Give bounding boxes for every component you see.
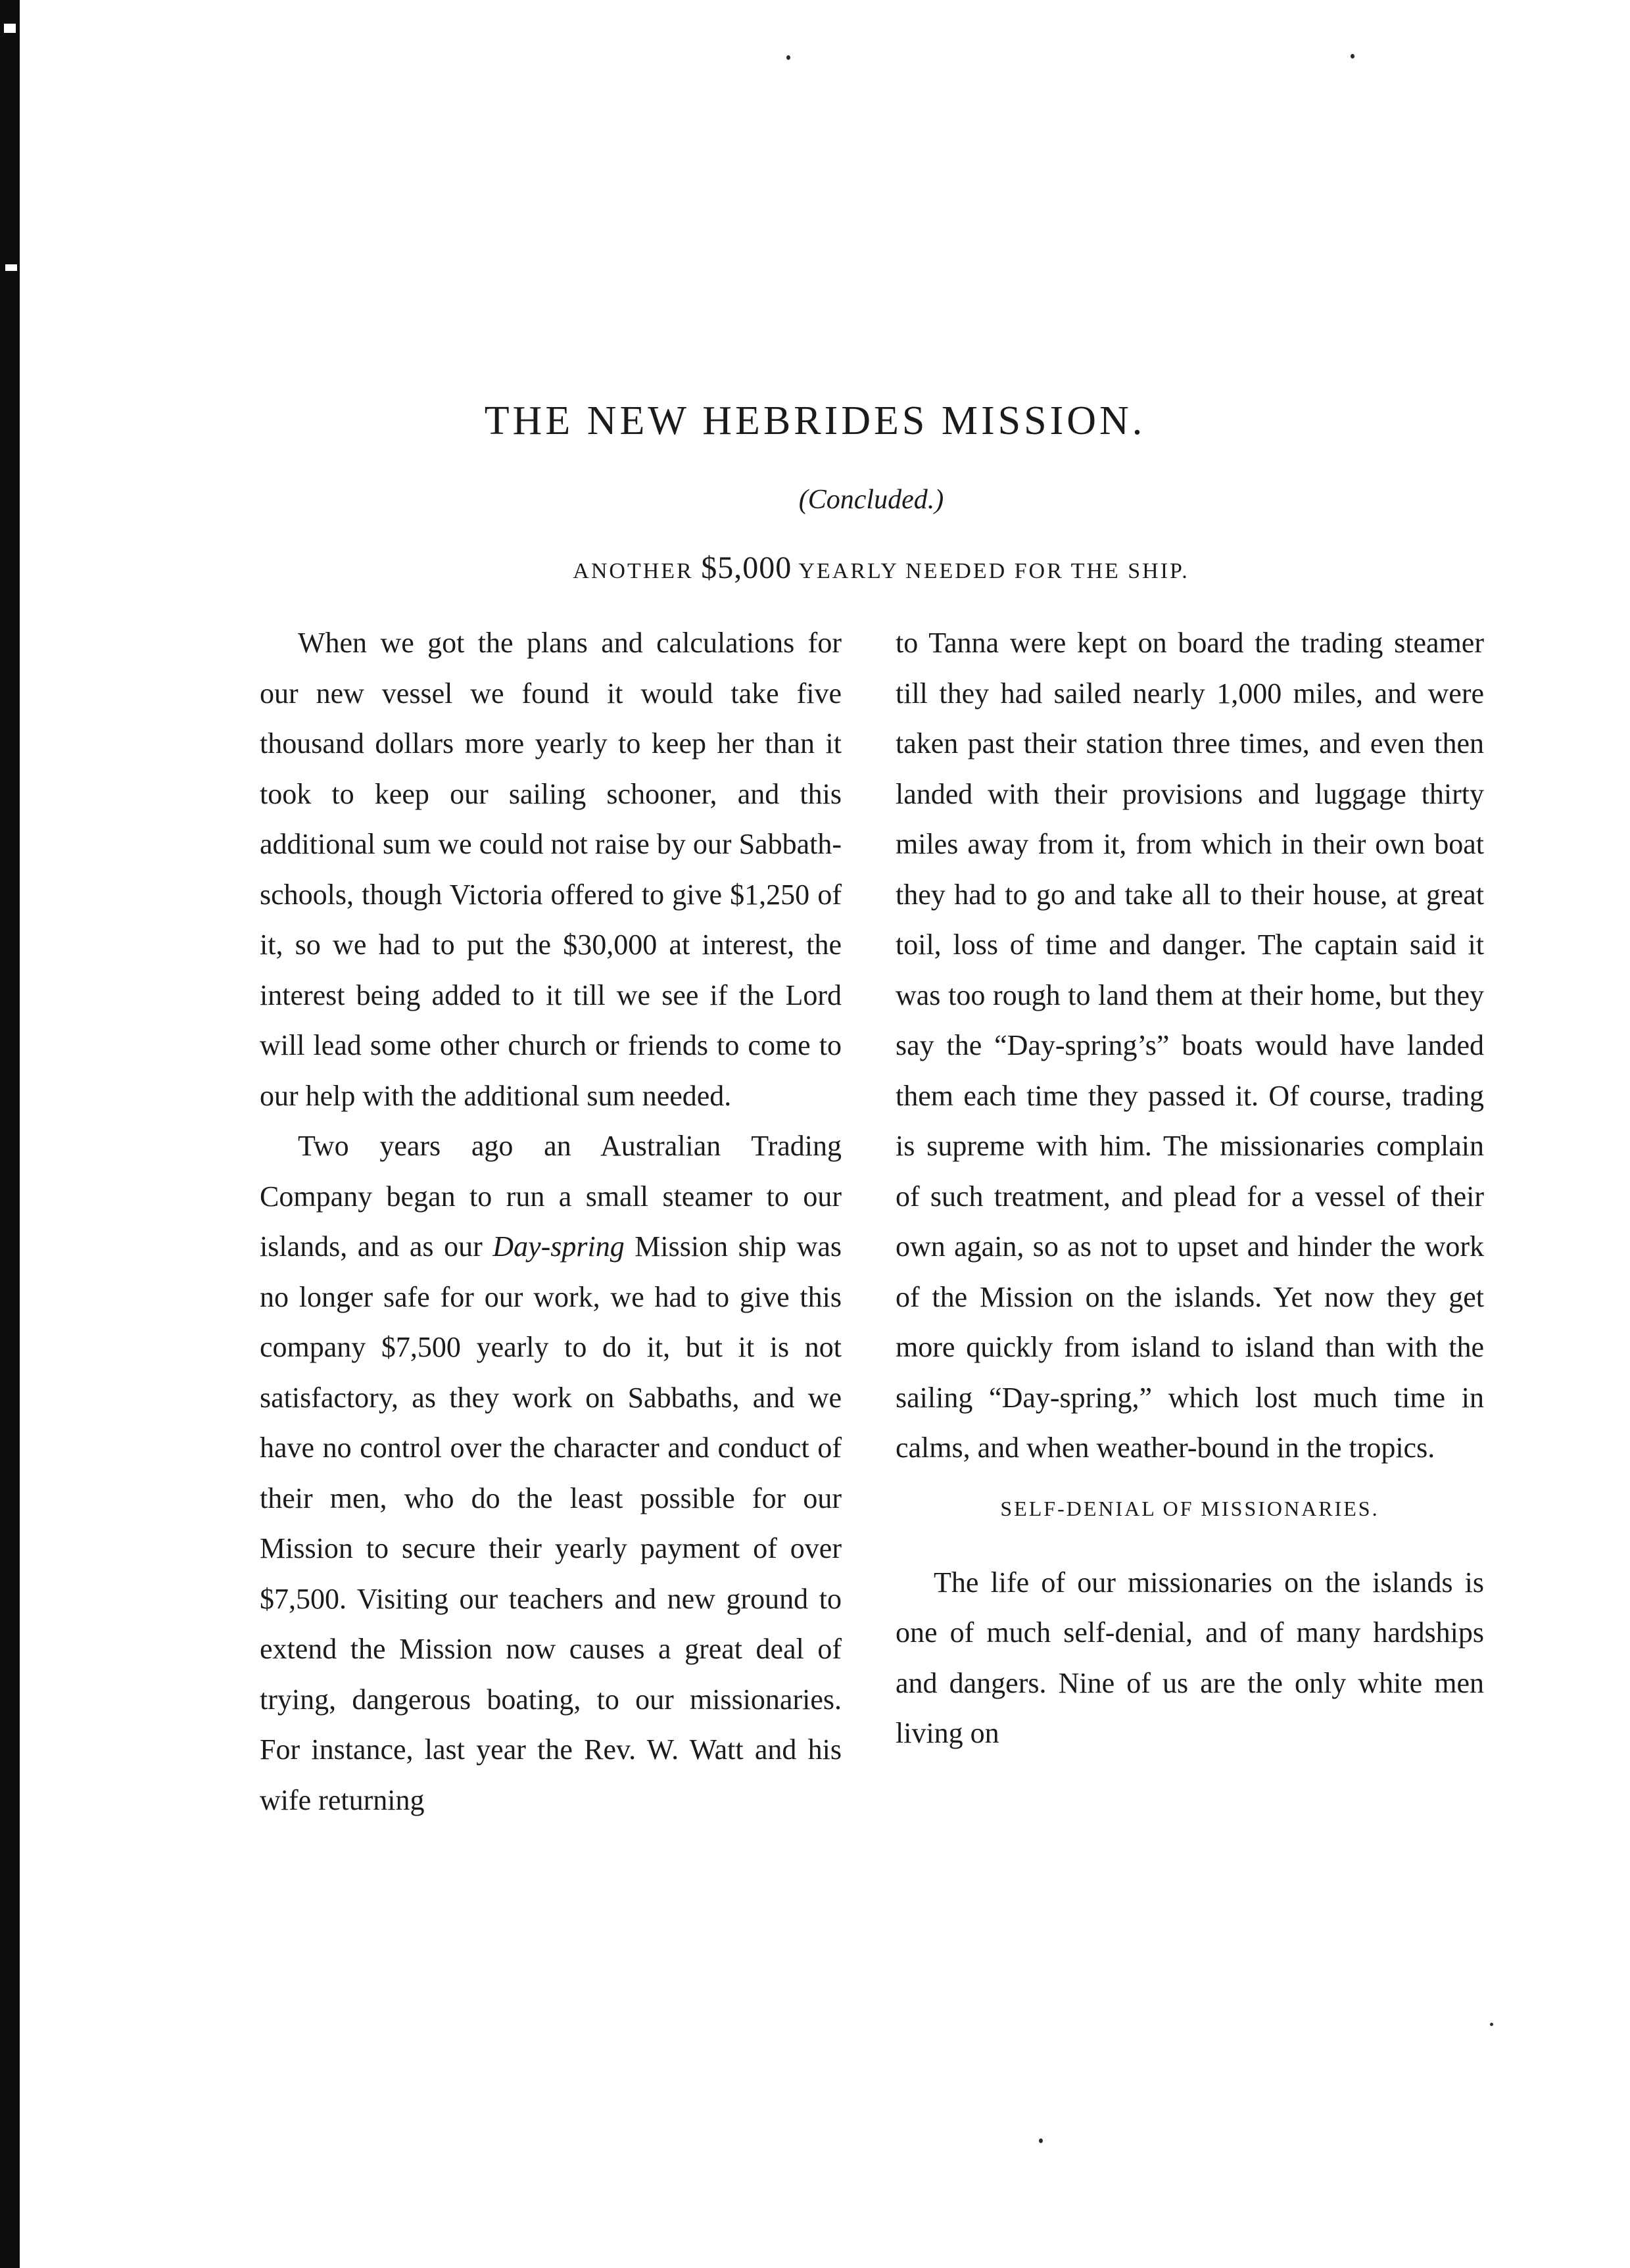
paragraph-text: Mission ship was no longer safe for our work, we had to give this company $7,500 yearly to do it, but it is not satisfactory, as they work on Sabbaths, and we have no control over the character and conduct of their men, who do the least possible for our Mission to secure their yearly payment of over $7,500. Visiting our teachers and new ground to extend the Mission now causes a great deal of trying, dangerous boating, to our missionaries. For instance, last year the Rev. W. Watt and his wife returning [260, 1230, 842, 1816]
paragraph-text: Two years ago an Australian Trading Company began to run a small steamer to our islands, and as our [260, 1130, 842, 1263]
left-column [260, 618, 842, 1825]
subheading-self-denial: SELF-DENIAL OF MISSIONARIES. [1000, 1496, 1379, 1520]
scan-speck [1490, 2023, 1493, 2026]
scan-speck [786, 55, 790, 60]
right-column [896, 618, 1484, 1759]
section-heading-amount: $5,000 [701, 550, 792, 585]
section-heading [487, 551, 1276, 589]
scan-speck [1039, 2138, 1043, 2143]
paragraph-tanna-continued: to Tanna were kept on board the trading steamer till they had sailed nearly 1,000 miles, and were taken past their station three times, and even then landed with their provisions and luggage thirty miles away from it, from which in their own boat they had to go and take all to their house, at great toil, loss of time and danger. The captain said it was too rough to land them at their home, but they say the “Day-spring’s” boats would have landed them each time they passed it. Of course, trading is supreme with him. The missionaries complain of such treatment, and plead for a vessel of their own again, so as not to upset and hinder the work of the Mission on the islands. Yet now they get more quickly from island to island than with the sailing “Day-spring,” which lost much time in calms, and when weather-bound in the tropics. [896, 627, 1484, 1464]
paragraph-life-of-missionaries: The life of our missionaries on the islands is one of much self-denial, and of many hardships and dangers. Nine of us are the only white men living on [896, 1566, 1484, 1749]
ship-name: Day-spring [492, 1230, 625, 1263]
scan-speck [1351, 54, 1354, 59]
binding-edge [0, 0, 20, 2268]
paragraph-plans-and-calculations: When we got the plans and calculations for our new vessel we found it would take five thousand dollars more yearly to keep her than it took to keep our sailing schooner, and this additional sum we could not raise by our Sabbath-schools, though Victoria offered to give $1,250 of it, so we had to put the $30,000 at interest, the interest being added to it till we see if the Lord will lead some other church or friends to come to our help with the additional sum needed. [260, 627, 842, 1112]
section-heading-suffix: YEARLY NEEDED FOR THE SHIP. [798, 559, 1189, 583]
scan-notch [5, 264, 17, 271]
article-title: THE NEW HEBRIDES MISSION. [484, 398, 1146, 443]
scan-notch [4, 24, 16, 33]
paragraph-trading-company [260, 1121, 842, 1825]
article-subtitle: (Concluded.) [798, 485, 944, 515]
section-heading-prefix: ANOTHER [573, 559, 694, 583]
